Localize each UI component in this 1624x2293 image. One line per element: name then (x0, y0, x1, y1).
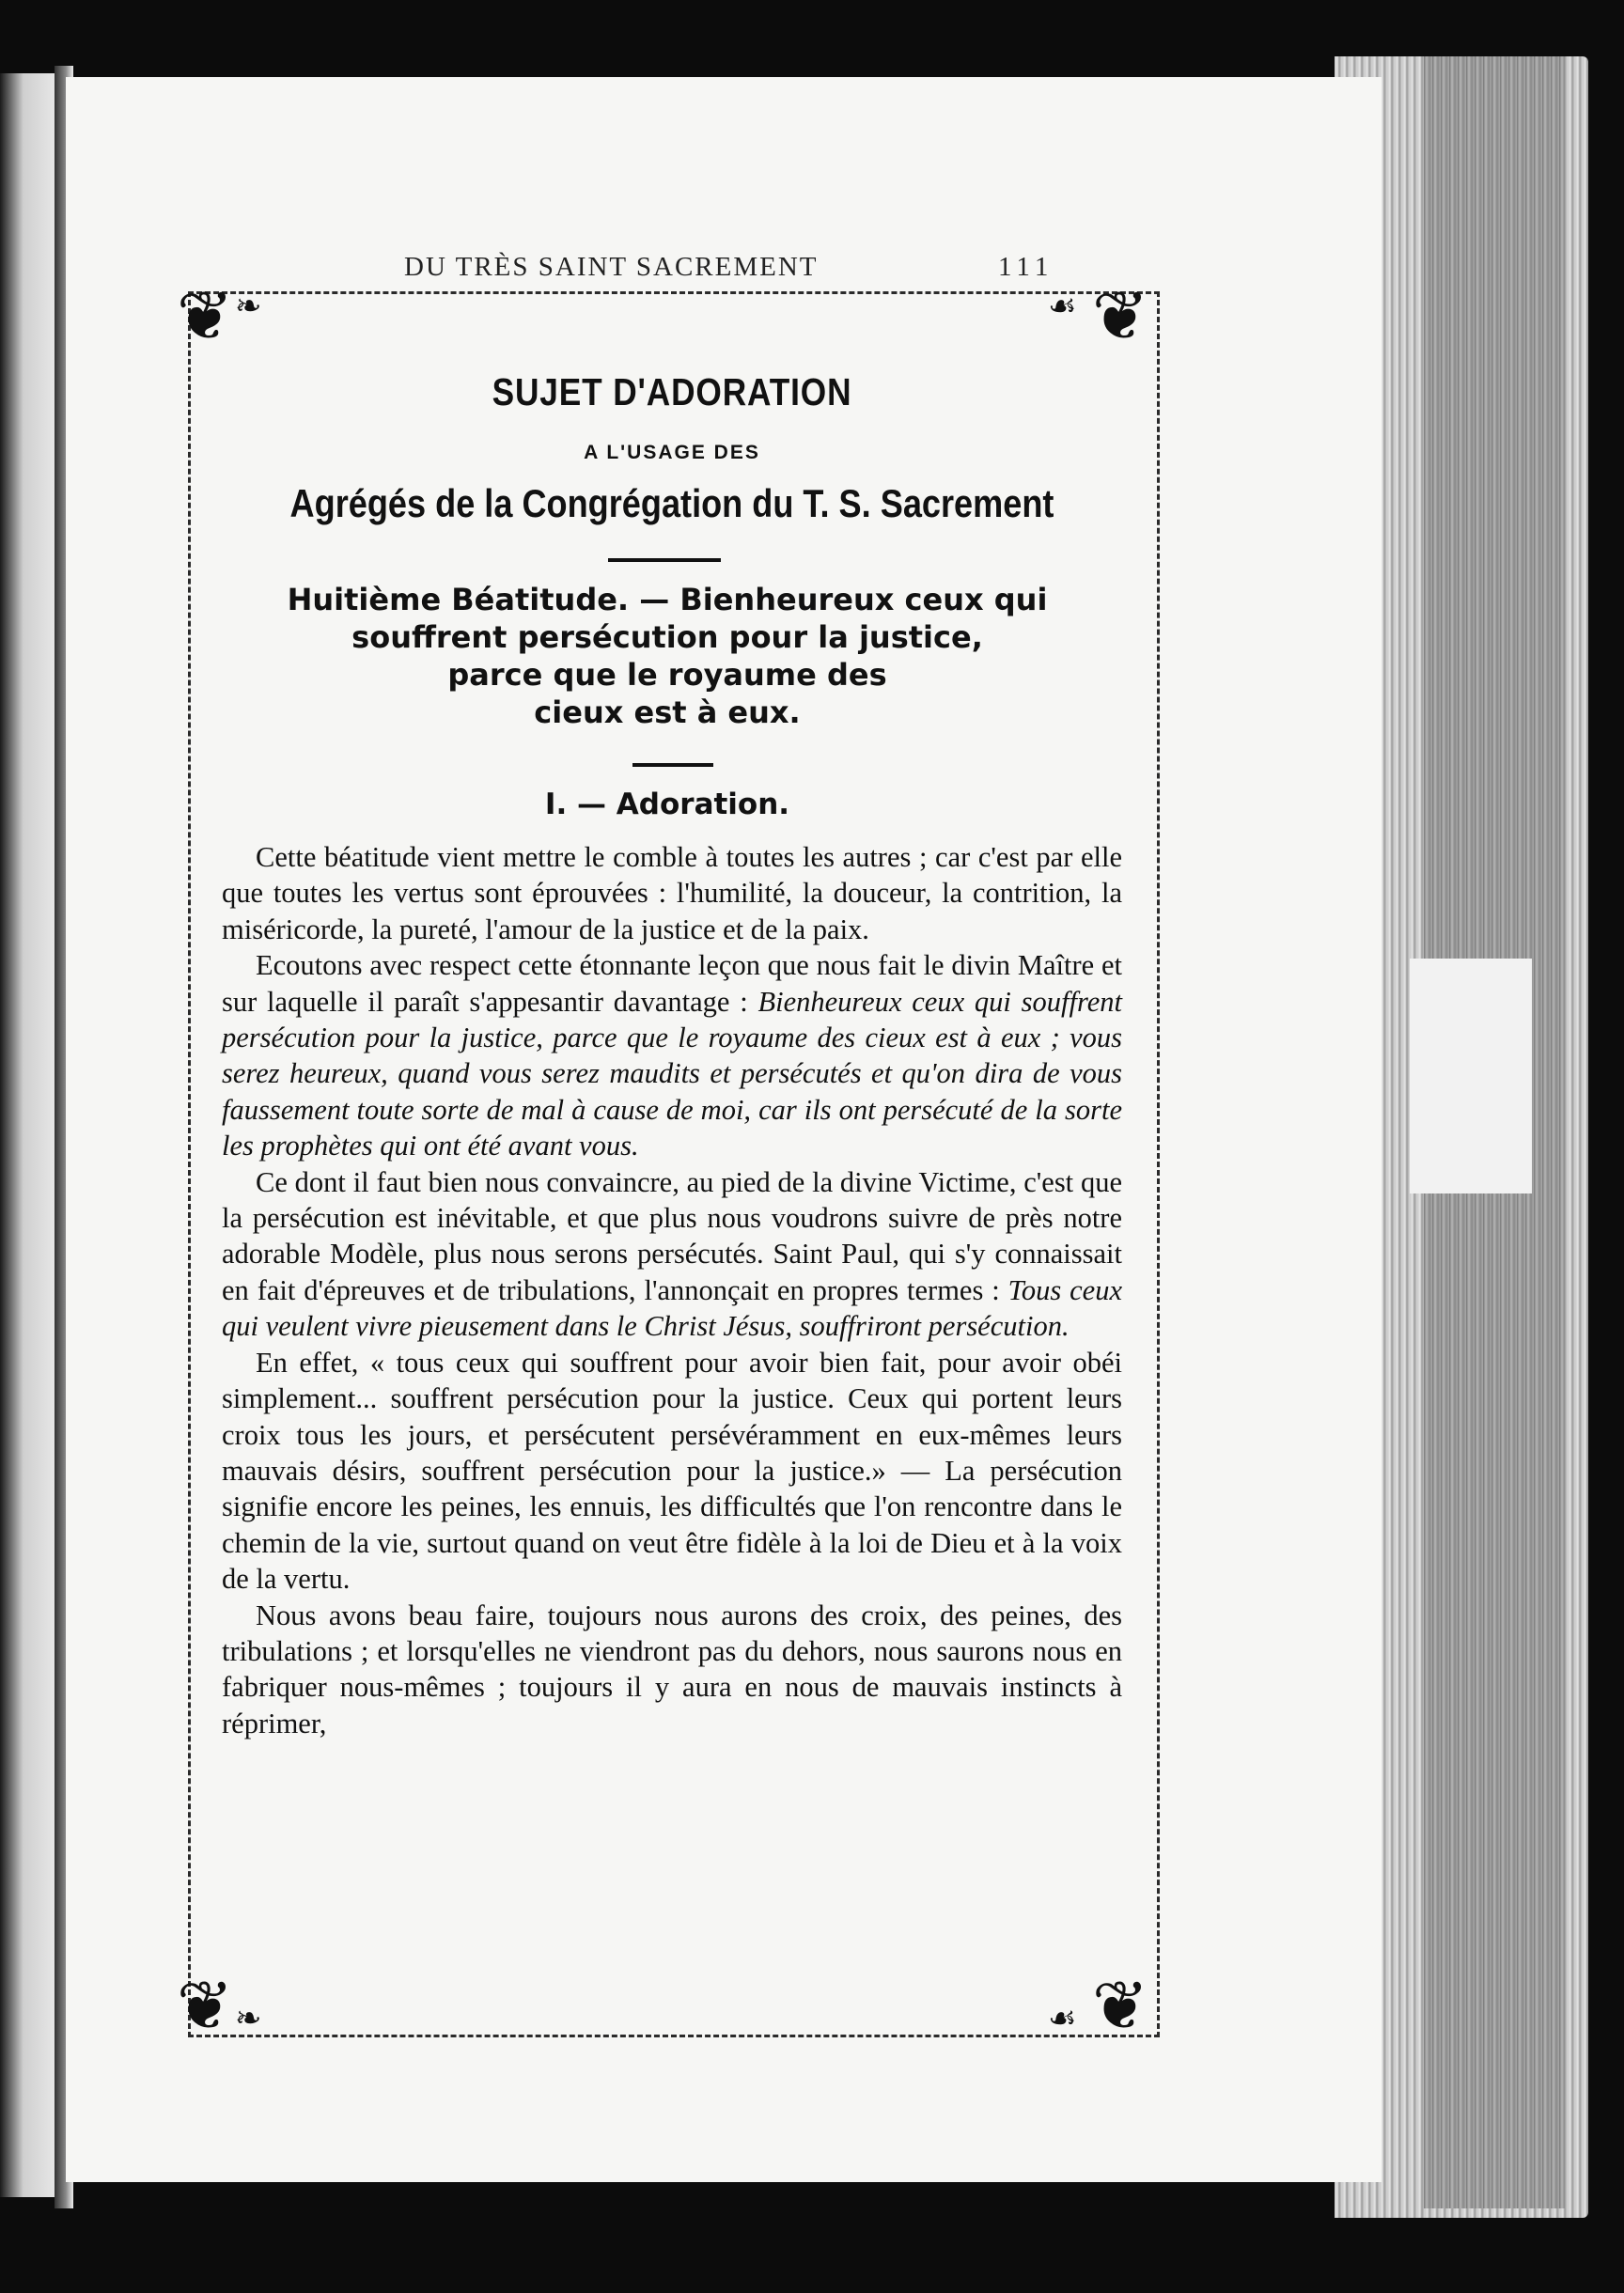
heading-congregation: Agrégés de la Congrégation du T. S. Sacrement (289, 481, 1054, 525)
facing-page-edge (0, 73, 58, 2197)
paragraph (222, 947, 1122, 1163)
beatitude-line: cieux est à eux. (534, 694, 801, 730)
paragraph-text: Ce dont il faut bien nous convaincre, au pied de la divine Victime, c'est que la persécution est inévitable, et que plus nous voudrons suivre de près notre adorable Modèle, plus nous serons persécutés. Saint Paul, qui s'y connaissait en fait d'épreuves et de tribulations, l'annonçait en propres termes : (222, 1165, 1122, 1306)
fleuron-ornament-icon: ❦ (1091, 279, 1149, 354)
paragraph-text: Ecoutons avec respect cette étonnante leçon que nous fait le divin Maître et sur laquelle il paraît s'appesantir davantage : (222, 949, 1122, 1018)
fleuron-ornament-icon: ❦ (1091, 1969, 1149, 2044)
running-head-title: DU TRÈS SAINT SACREMENT (404, 252, 819, 282)
paragraph: Nous avons beau faire, toujours nous aurons des croix, des peines, des tribulations ; et lorsqu'elles ne viendront pas du dehors, nous saurons nous en fabriquer nous-mêmes ; toujours il y aura en nous de mauvais instincts à réprimer, (222, 1599, 1122, 1739)
section-title: I. — Adoration. (544, 788, 790, 821)
beatitude-line: souffrent persécution pour la justice, (351, 619, 983, 655)
divider-rule (632, 763, 713, 767)
paragraph (222, 1164, 1122, 1345)
body-text (222, 839, 1122, 1741)
page-number: 111 (998, 252, 1054, 282)
divider-rule (608, 558, 721, 562)
quotation: Bienheureux ceux qui souffrent persécution pour la justice, parce que le royaume des cieux est à eux ; vous serez heureux, quand vous serez maudits et persécutés et qu'on dira de vous faussement toute sorte de mal à cause de moi, car ils ont persécuté de la sorte les prophètes qui ont été avant vous. (222, 985, 1122, 1162)
paragraph: En effet, « tous ceux qui souffrent pour avoir bien fait, pour avoir obéi simplement... souffrent persécution pour la justice. Ceux qui portent leurs croix tous les jours, et persécutent persévéramment en eux-mêmes leurs mauvais désirs, souffrent persécution pour la justice.» — La persécution signifie encore les peines, les ennuis, les difficultés que l'on rencontre dans le chemin de la vie, surtout quand on veut être fidèle à la loi de Dieu et à la voix de la vertu. (222, 1346, 1122, 1596)
paragraph: Cette béatitude vient mettre le comble à toutes les autres ; car c'est par elle que toutes les vertus sont éprouvées : l'humilité, la douceur, la contrition, la miséricorde, la pureté, l'amour de la justice et de la paix. (222, 841, 1122, 945)
beatitude-line: Huitième Béatitude. — Bienheureux ceux qui (287, 582, 1048, 617)
scroll-flourish-icon: ☙ (1048, 289, 1077, 324)
page-block-insert (1410, 959, 1532, 1193)
fleuron-ornament-icon: ❦ (176, 1969, 234, 2044)
beatitude-line: parce que le royaume des (447, 657, 887, 693)
heading-sub: A L'USAGE DES (584, 442, 760, 463)
heading-main: SUJET D'ADORATION (492, 370, 852, 413)
fleuron-ornament-icon: ❦ (176, 279, 234, 354)
scroll-flourish-icon: ❧ (235, 289, 262, 324)
scroll-flourish-icon: ❧ (235, 2002, 262, 2036)
quotation: Tous ceux qui veulent vivre pieusement dans le Christ Jésus, souffriront persécution. (222, 1273, 1122, 1343)
running-head (404, 252, 1081, 289)
beatitude-heading (226, 581, 1109, 731)
scroll-flourish-icon: ☙ (1048, 2002, 1077, 2036)
